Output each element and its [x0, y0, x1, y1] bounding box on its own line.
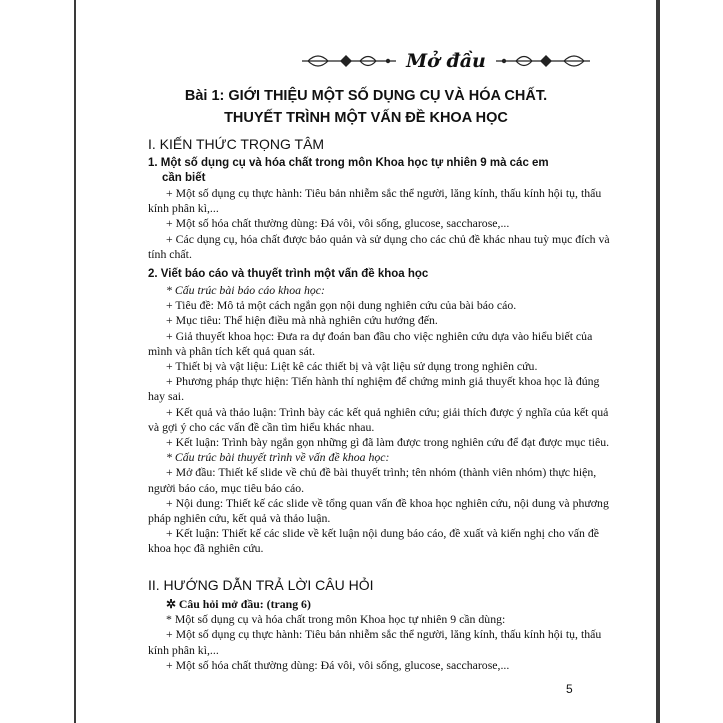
right-ornament-icon: [494, 48, 592, 74]
paragraph: + Một số hóa chất thường dùng: Đá vôi, vôi sống, glucose, saccharose,...: [166, 216, 510, 231]
answer-item: + Một số dụng cụ thực hành: Tiêu bản nhiễm sắc thể người, lăng kính, thấu kính hội tụ, thấu kính phân kì,...: [148, 627, 602, 657]
subsection-1-body: [148, 186, 618, 262]
list-item: + Kết quả và thảo luận: Trình bày các kết quả nghiên cứu; giải thích được ý nghĩa của kết quả và gợi ý cho các vấn đề cần tìm hiểu khác nhau.: [148, 404, 609, 434]
list-item: + Kết luận: Thiết kế các slide về kết luận nội dung báo cáo, đề xuất và kiến nghị cho vấn đề khoa học đã nghiên cứu.: [148, 526, 599, 556]
list-item: + Mục tiêu: Thể hiện điều mà nhà nghiên cứu hướng đến.: [166, 313, 438, 328]
presentation-structure-label: * Cấu trúc bài thuyết trình về vấn đề khoa học:: [166, 450, 390, 465]
answer-item: * Một số dụng cụ và hóa chất trong môn Khoa học tự nhiên 9 cần dùng:: [166, 612, 506, 627]
left-ornament-icon: [300, 48, 398, 74]
list-item: + Thiết bị và vật liệu: Liệt kê các thiết bị và vật liệu sử dụng trong nghiên cứu.: [166, 359, 538, 374]
paragraph: + Các dụng cụ, hóa chất được bảo quản và sử dụng cho các chủ đề khác nhau tuỳ mục đích và tính chất.: [148, 231, 610, 261]
list-item: + Mở đầu: Thiết kế slide về chủ đề bài thuyết trình; tên nhóm (thành viên nhóm) thực hiện, người báo cáo, mục tiêu báo cáo.: [148, 465, 597, 495]
lesson-title-line2: THUYẾT TRÌNH MỘT VẤN ĐỀ KHOA HỌC: [224, 110, 508, 126]
lesson-title-line1: Bài 1: GIỚI THIỆU MỘT SỐ DỤNG CỤ VÀ HÓA CHẤT.: [184, 88, 548, 104]
intro-title: Mở đầu: [406, 50, 486, 72]
page-number: 5: [566, 682, 573, 696]
section-1-heading: I. KIẾN THỨC TRỌNG TÂM: [148, 136, 325, 152]
subsection-1-heading-line2: cần biết: [162, 172, 206, 184]
subsection-2-heading: 2. Viết báo cáo và thuyết trình một vấn đề khoa học: [148, 268, 429, 280]
list-item: + Giả thuyết khoa học: Đưa ra dự đoán ban đầu cho việc nghiên cứu dựa vào hiểu biết của mình và phân tích kết quả quan sát.: [148, 328, 593, 358]
subsection-1-heading-line1: 1. Một số dụng cụ và hóa chất trong môn Khoa học tự nhiên 9 mà các em: [148, 157, 549, 169]
list-item: + Kết luận: Trình bày ngắn gọn những gì đã làm được trong nghiên cứu để đạt được mục tiêu.: [166, 435, 610, 450]
list-item: + Tiêu đề: Mô tả một cách ngắn gọn nội dung nghiên cứu của bài báo cáo.: [166, 298, 517, 313]
question-label: ✲ Câu hỏi mở đầu: (trang 6): [166, 597, 311, 611]
list-item: + Nội dung: Thiết kế các slide về tổng quan vấn đề khoa học nghiên cứu, nội dung và phương pháp nghiên cứu, kết quả và thảo luận.: [148, 495, 609, 526]
book-page: [76, 0, 656, 723]
answer-item: + Một số hóa chất thường dùng: Đá vôi, vôi sống, glucose, saccharose,...: [166, 657, 510, 672]
section-2-body: [148, 597, 618, 673]
subsection-2-body: [148, 283, 618, 557]
list-item: + Phương pháp thực hiện: Tiến hành thí nghiệm để chứng minh giả thuyết khoa học là đúng hay sai.: [148, 374, 600, 404]
section-2-heading: II. HƯỚNG DẪN TRẢ LỜI CÂU HỎI: [148, 577, 374, 593]
intro-heading: [226, 44, 666, 78]
paragraph: + Một số dụng cụ thực hành: Tiêu bản nhiễm sắc thể người, lăng kính, thấu kính hội tụ, thấu kính phân kì,...: [148, 186, 602, 216]
report-structure-label: * Cấu trúc bài báo cáo khoa học:: [166, 283, 325, 297]
